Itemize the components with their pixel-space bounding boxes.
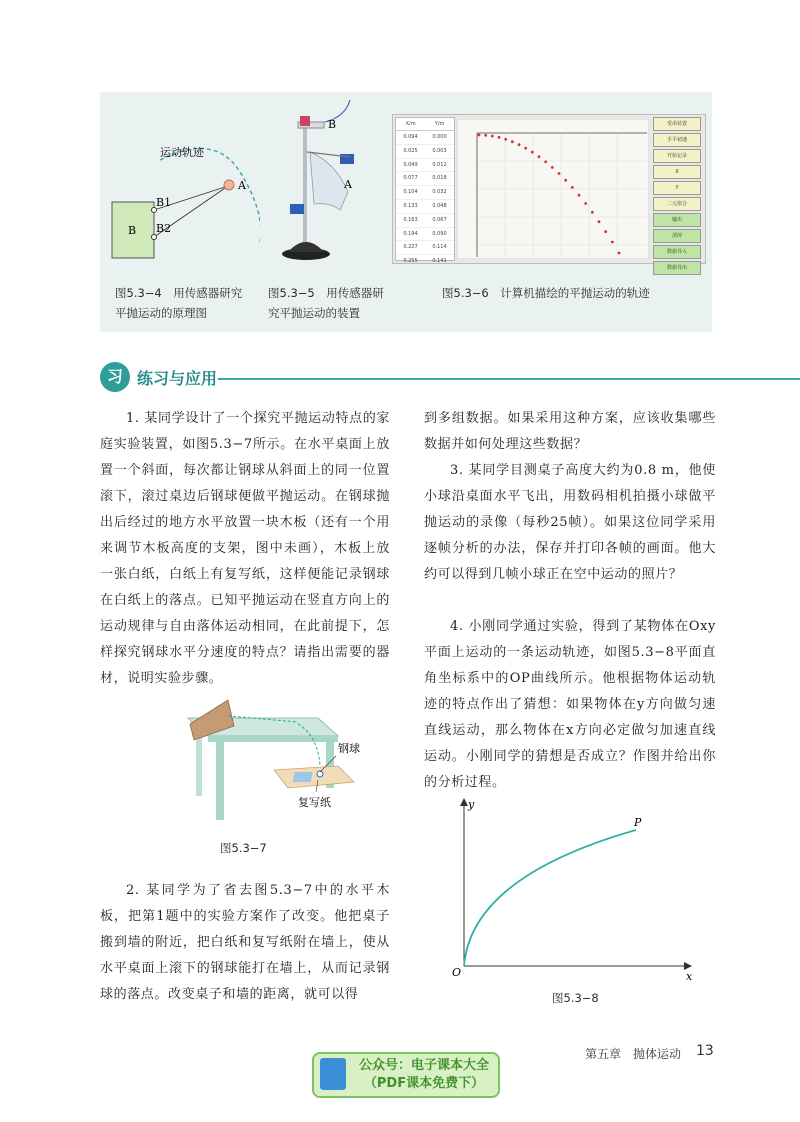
table-row bbox=[396, 255, 454, 269]
trajectory-point bbox=[558, 172, 561, 175]
trajectory-point bbox=[511, 140, 514, 143]
figure-5-3-8-graph bbox=[450, 796, 700, 986]
exercise-icon: 习 bbox=[100, 362, 130, 392]
trajectory-point bbox=[518, 143, 521, 146]
trajectory-point bbox=[538, 155, 541, 158]
trajectory-point bbox=[491, 135, 494, 138]
op-curve bbox=[464, 830, 636, 966]
label-b2: B2 bbox=[156, 222, 172, 235]
table-row bbox=[396, 172, 454, 186]
trajectory-point bbox=[484, 134, 487, 137]
book-icon bbox=[320, 1058, 346, 1090]
label-steel-ball: 钢球 bbox=[338, 742, 360, 755]
cell-x: 0.094 bbox=[403, 134, 418, 140]
control-button[interactable]: 开始记录 bbox=[653, 149, 701, 163]
label-b: B bbox=[128, 224, 137, 237]
cell-x: 0.163 bbox=[403, 216, 418, 223]
cell-y: 0.090 bbox=[432, 230, 447, 237]
cell-x: 0.194 bbox=[403, 230, 418, 237]
control-button[interactable]: 数据导入 bbox=[653, 245, 701, 259]
trajectory-point bbox=[564, 179, 567, 182]
section-title: 练习与应用 bbox=[137, 369, 218, 388]
chapter-footer: 第五章 抛体运动 bbox=[585, 1047, 682, 1061]
cell-x: 0.104 bbox=[403, 189, 418, 196]
trajectory-point bbox=[604, 230, 607, 233]
trajectory-point bbox=[524, 147, 527, 150]
trajectory-point bbox=[478, 134, 481, 137]
cell-x: 0.227 bbox=[403, 244, 418, 251]
control-button[interactable]: X bbox=[653, 165, 701, 179]
cell-y: 0.114 bbox=[432, 244, 447, 251]
figure-5-3-8-caption: 图5.3−8 bbox=[552, 991, 599, 1005]
cell-x: 0.255 bbox=[403, 258, 418, 265]
table-row bbox=[396, 228, 454, 242]
cell-x: 0.077 bbox=[403, 175, 418, 182]
data-table bbox=[395, 117, 455, 265]
trajectory-point bbox=[498, 136, 501, 139]
cell-y: 0.000 bbox=[432, 134, 447, 140]
table-row bbox=[396, 131, 454, 145]
table-row bbox=[396, 145, 454, 159]
table-row bbox=[396, 159, 454, 173]
trajectory-point bbox=[611, 241, 614, 244]
label-b: B bbox=[328, 118, 337, 131]
figure-5-3-7-apparatus bbox=[168, 696, 368, 826]
cell-y: 0.032 bbox=[432, 189, 447, 196]
label-b1: B1 bbox=[156, 196, 172, 209]
question-2: 2. 某同学为了省去图5.3−7中的水平木板，把第1题中的实验方案作了改变。他把桌子搬到墙的附近，把白纸和复写纸附在墙上，使从水平桌面上滚下的钢球能打在墙上，从而记录钢球的落点。改变桌子和墙的距离，就可以得 bbox=[100, 883, 390, 1002]
label-a: A bbox=[344, 178, 352, 191]
watermark-line-1: 公众号：电子课本大全 bbox=[358, 1058, 489, 1073]
question-4: 4. 小刚同学通过实验，得到了某物体在Oxy平面上运动的一条运动轨迹，如图5.3−8平面直角坐标系中的OP曲线所示。他根据物体运动轨迹的特点作出了猜想：如果物体在y方向做匀速直线运动，那么物体在x方向必定做匀加速直线运动。小刚同学的猜想是否成立？作图并给出你的分析过程。 bbox=[424, 619, 716, 790]
trajectory-plot bbox=[457, 119, 649, 259]
figure-5-3-5-caption: 图5.3−5 用传感器研 究平抛运动的装置 bbox=[268, 286, 384, 320]
trajectory-point bbox=[551, 166, 554, 169]
control-button[interactable]: 清屏 bbox=[653, 229, 701, 243]
trajectory-point bbox=[571, 186, 574, 189]
control-button[interactable]: 输出 bbox=[653, 213, 701, 227]
question-2-continued: 到多组数据。如果采用这种方案，应该收集哪些数据并如何处理这些数据？ bbox=[424, 411, 716, 452]
trajectory-point bbox=[504, 138, 507, 141]
control-buttons bbox=[653, 117, 701, 277]
figure-5-3-6-caption: 图5.3−6 计算机描绘的平抛运动的轨迹 bbox=[442, 286, 650, 300]
control-button[interactable]: 受命装置 bbox=[653, 117, 701, 131]
table-rows bbox=[396, 131, 454, 269]
figure-5-3-5-apparatus bbox=[270, 92, 390, 264]
label-origin: O bbox=[452, 966, 462, 979]
figure-5-3-4-diagram bbox=[100, 92, 260, 262]
cell-x: 0.025 bbox=[403, 147, 418, 154]
cell-y: 0.141 bbox=[432, 258, 447, 265]
table-row bbox=[396, 241, 454, 255]
cell-x: 0.049 bbox=[403, 161, 418, 168]
section-divider-line bbox=[218, 378, 800, 380]
trajectory-point bbox=[531, 151, 534, 154]
figure-5-3-7-caption: 图5.3−7 bbox=[220, 841, 267, 855]
label-carbon-paper: 复写纸 bbox=[298, 796, 331, 809]
cell-y: 0.048 bbox=[432, 202, 447, 209]
point-a-marker bbox=[224, 180, 234, 190]
cell-x: 0.133 bbox=[403, 202, 418, 209]
control-button[interactable]: Y bbox=[653, 181, 701, 195]
control-button[interactable]: 数据导出 bbox=[653, 261, 701, 275]
question-3: 3. 某同学目测桌子高度大约为0.8 m，他使小球沿桌面水平飞出，用数码相机拍摄小球做平抛运动的录像（每秒25帧）。如果这位同学采用逐帧分析的办法，保存并打印各帧的画面。他大约可以得到几帧小球正在空中运动的照片？ bbox=[424, 463, 716, 582]
trajectory-point bbox=[591, 211, 594, 214]
figure-5-3-4-caption: 图5.3−4 用传感器研究 平抛运动的原理图 bbox=[115, 286, 243, 320]
watermark-line-2: （PDF课本免费下） bbox=[363, 1076, 485, 1091]
question-1: 1. 某同学设计了一个探究平抛运动特点的家庭实验装置，如图5.3−7所示。在水平桌面上放置一个斜面，每次都让钢球从斜面上的同一位置滚下，滚过桌边后钢球便做平抛运动。在钢球抛出后经过的地方水平放置一块木板（还有一个用来调节木板高度的支架，图中未画），木板上放一张白纸，白纸上有复写纸，这样便能记录钢球在白纸上的落点。已知平抛运动在竖直方向上的运动规律与自由落体运动相同，在此前提下，怎样探究钢球水平分速度的特点？请指出需要的器材，说明实验步骤。 bbox=[100, 411, 390, 686]
table-header-x: X/m bbox=[405, 121, 416, 127]
figure-5-3-6-screen bbox=[392, 114, 706, 271]
label-x: x bbox=[686, 970, 693, 983]
table-row bbox=[396, 200, 454, 214]
label-y: y bbox=[468, 798, 475, 811]
page-number: 13 bbox=[696, 1043, 714, 1059]
stand-pole bbox=[303, 126, 307, 252]
trajectory-point bbox=[618, 252, 621, 255]
table-header-y: Y/m bbox=[434, 121, 445, 127]
label-p: P bbox=[634, 816, 642, 829]
control-button[interactable]: 二元拟合 bbox=[653, 197, 701, 211]
cell-y: 0.018 bbox=[432, 175, 447, 182]
label-a: A bbox=[238, 179, 246, 192]
table-row bbox=[396, 214, 454, 228]
trajectory-point bbox=[544, 160, 547, 163]
trajectory-point bbox=[598, 220, 601, 223]
trajectory-point bbox=[584, 202, 587, 205]
cell-y: 0.003 bbox=[432, 147, 447, 154]
label-trajectory: 运动轨迹 bbox=[160, 146, 204, 159]
cell-y: 0.067 bbox=[432, 216, 447, 223]
trajectory-point bbox=[578, 194, 581, 197]
cell-y: 0.012 bbox=[432, 161, 447, 168]
table-row bbox=[396, 186, 454, 200]
control-button[interactable]: 手平初速 bbox=[653, 133, 701, 147]
watermark-banner bbox=[312, 1052, 500, 1098]
trajectory-dashed-curve bbox=[160, 148, 260, 242]
